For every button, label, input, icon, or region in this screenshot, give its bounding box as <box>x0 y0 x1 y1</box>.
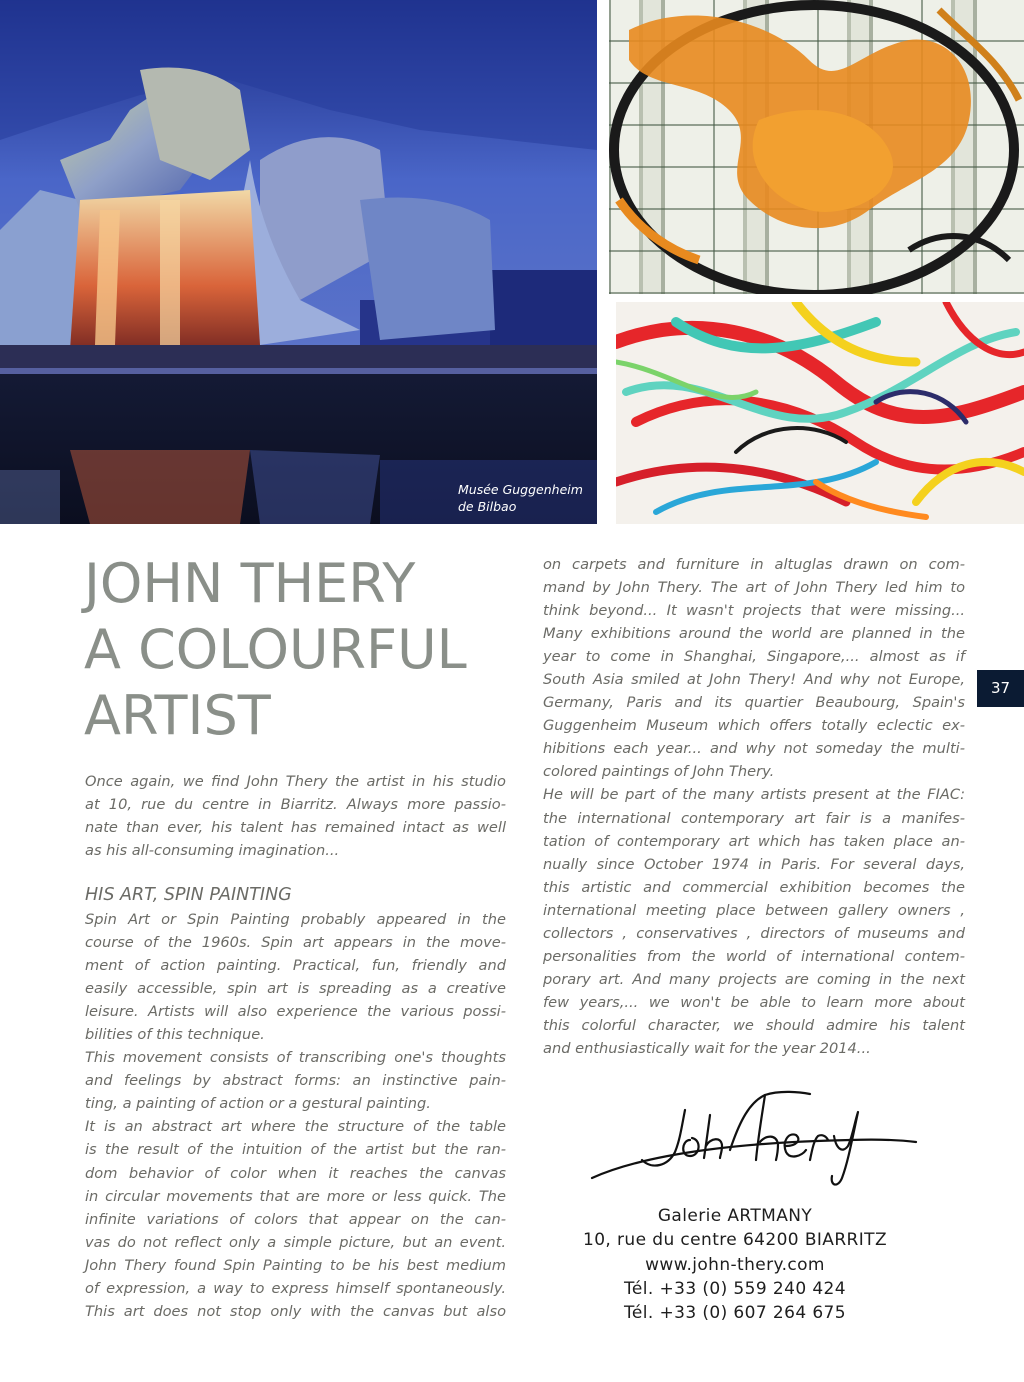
body-line: easily accessible, spin art is spreading as a creative <box>85 980 506 998</box>
title-line-3: ARTIST <box>84 684 271 747</box>
body-line: Spin Art or Spin Painting probably appeared in the <box>85 911 506 928</box>
body-line: This art does not stop only with the canvas but also <box>85 1302 506 1320</box>
body-line: Guggenheim Museum which offers totally eclectic ex- <box>543 717 965 735</box>
body-line: course of the 1960s. Spin art appears in the move- <box>85 934 506 952</box>
body-line: few years,... we won't be able to learn more about <box>543 993 965 1011</box>
body-line: this colorful character, we should admire his talent <box>543 1016 965 1034</box>
section-heading: HIS ART, SPIN PAINTING <box>85 885 292 905</box>
photo-spin-painting <box>616 302 1024 524</box>
gallery-phone-2: Tél. +33 (0) 607 264 675 <box>623 1303 846 1324</box>
dollar-painting-illustration <box>609 0 1024 294</box>
body-line: vas do not reflect only a simple picture, but an event. <box>85 1233 506 1251</box>
body-line: ment of action painting. Practical, fun, friendly and <box>85 957 506 975</box>
intro-line: as his all-consuming imagination... <box>85 842 340 860</box>
gallery-phone-1: Tél. +33 (0) 559 240 424 <box>623 1278 846 1299</box>
title-line-1: JOHN THERY <box>84 552 416 615</box>
guggenheim-illustration <box>0 0 597 524</box>
body-line: collectors , conservatives , directors of museums and <box>543 924 965 942</box>
body-line: dom behavior of color when it reaches the canvas <box>85 1164 506 1182</box>
page-number: 37 <box>977 670 1024 707</box>
gallery-website: www.john-thery.com <box>645 1254 825 1275</box>
gallery-address: 10, rue du centre 64200 BIARRITZ <box>582 1230 888 1251</box>
gallery-name: Galerie ARTMANY <box>657 1206 813 1226</box>
body-line: on carpets and furniture in altuglas drawn on com- <box>543 556 965 573</box>
caption-line-1: Musée Guggenheim <box>458 482 583 497</box>
body-line: bilities of this technique. <box>85 1026 265 1044</box>
body-line: porary art. And many projects are coming in the next <box>543 970 965 988</box>
body-line: infinite variations of colors that appear on the can- <box>85 1210 506 1228</box>
body-line: Germany, Paris and its quartier Beaubourg, Spain's <box>543 694 965 712</box>
body-column-right <box>543 553 965 1060</box>
body-line: this artistic and commercial exhibition becomes the <box>543 878 965 896</box>
body-line: and feelings by abstract forms: an instinctive pain- <box>85 1072 506 1090</box>
signature <box>590 1080 920 1192</box>
body-line: nually since October 1974 in Paris. For several days, <box>543 855 965 873</box>
body-line: is the result of the intuition of the artist but the ran- <box>85 1141 506 1159</box>
body-line: Many exhibitions around the world are planned in the <box>543 625 965 643</box>
body-line: ting, a painting of action or a gestural painting. <box>85 1095 431 1113</box>
spin-painting-illustration <box>616 302 1024 524</box>
body-line: colored paintings of John Thery. <box>543 763 775 781</box>
body-line: and enthusiastically wait for the year 2014... <box>543 1039 871 1057</box>
body-line: the international contemporary art fair is a manifes- <box>543 809 965 827</box>
body-line: of expression, a way to express himself spontaneously. <box>85 1279 506 1297</box>
photo-guggenheim-bilbao <box>0 0 597 524</box>
body-line: in circular movements that are more or less quick. The <box>85 1187 506 1205</box>
title-line-2: A COLOURFUL <box>84 618 467 681</box>
body-line: personalities from the world of international contem- <box>543 947 965 965</box>
body-line: mand by John Thery. The art of John Thery led him to <box>543 579 965 597</box>
intro-line: Once again, we find John Thery the artist in his studio <box>85 773 506 790</box>
body-line: hibitions each year... and why not someday the multi- <box>543 740 965 758</box>
intro-line: nate than ever, his talent has remained intact as well <box>85 819 506 837</box>
photo-dollar-painting <box>609 0 1024 294</box>
body-line: This movement consists of transcribing one's thoughts <box>85 1049 506 1067</box>
intro-line: at 10, rue du centre in Biarritz. Always more passio- <box>85 796 506 814</box>
body-line: think beyond... It wasn't projects that were missing... <box>543 602 965 620</box>
body-line: international meeting place between gallery owners , <box>543 901 965 919</box>
photo-caption <box>458 481 593 515</box>
body-column-left <box>85 908 506 1323</box>
caption-line-2: de Bilbao <box>458 499 517 514</box>
body-line: South Asia smiled at John Thery! And why not Europe, <box>543 671 965 689</box>
article-title <box>84 551 524 749</box>
body-line: tation of contemporary art which has taken place an- <box>543 832 965 850</box>
contact-block <box>560 1204 910 1325</box>
body-line: year to come in Shanghai, Singapore,... almost as if <box>543 648 965 666</box>
body-line: John Thery found Spin Painting to be his best medium <box>85 1256 506 1274</box>
body-line: leisure. Artists will also experience the various possi- <box>85 1003 506 1021</box>
body-line: It is an abstract art where the structure of the table <box>85 1118 506 1136</box>
body-line: He will be part of the many artists present at the FIAC: <box>543 786 965 804</box>
intro-paragraph <box>85 770 506 862</box>
